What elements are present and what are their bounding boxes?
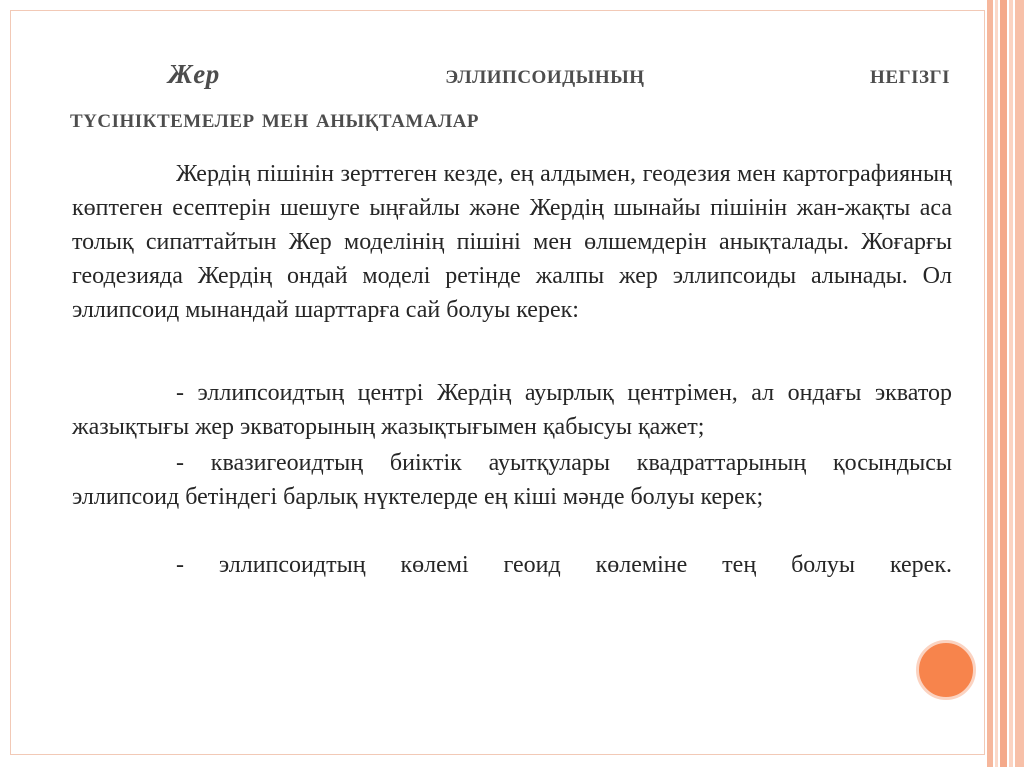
decorative-stripe [995,0,998,767]
title-word-3: негізгі [870,59,950,89]
paragraph-condition-2: - квазигеоидтың биіктік ауытқулары квадраттарының қосындысы эллипсоид бетіндегі барлық нүктелерде ең кіші мәнде болуы керек; [72,450,952,510]
paragraph-condition-3: - эллипсоидтың көлемі геоид көлеміне тең болуы керек. [176,552,952,578]
paragraph-intro: Жердің пішінін зерттеген кезде, ең алдымен, геодезия мен картографияның көптеген есептерін шешуге ыңғайлы және Жердің шынайы пішінін жан-жақты аса толық сипаттайтын Жер моделінің пішіні мен өлшемдерін анықталады. Жоғарғы геодезияда Жердің ондай моделі ретінде жалпы жер эллипсоиды алынады. Ол эллипсоид мынандай шарттарға сай болуы керек: [72,161,952,323]
slide-title [70,52,950,140]
decorative-circle [916,640,976,700]
title-word-1: Жер [168,59,220,89]
decorative-stripe [987,0,993,767]
decorative-stripe [1015,0,1024,767]
decorative-stripe [1009,0,1013,767]
title-word-2: эллипсоидының [445,59,645,89]
decorative-stripe [1000,0,1007,767]
title-line-2: түсініктемелер мен анықтамалар [70,103,480,133]
title-line-1 [70,52,950,96]
paragraph-condition-1: - эллипсоидтың центрі Жердің ауырлық центрімен, ал ондағы экватор жазықтығы жер экваторының жазықтығымен қабысуы қажет; [72,380,952,440]
